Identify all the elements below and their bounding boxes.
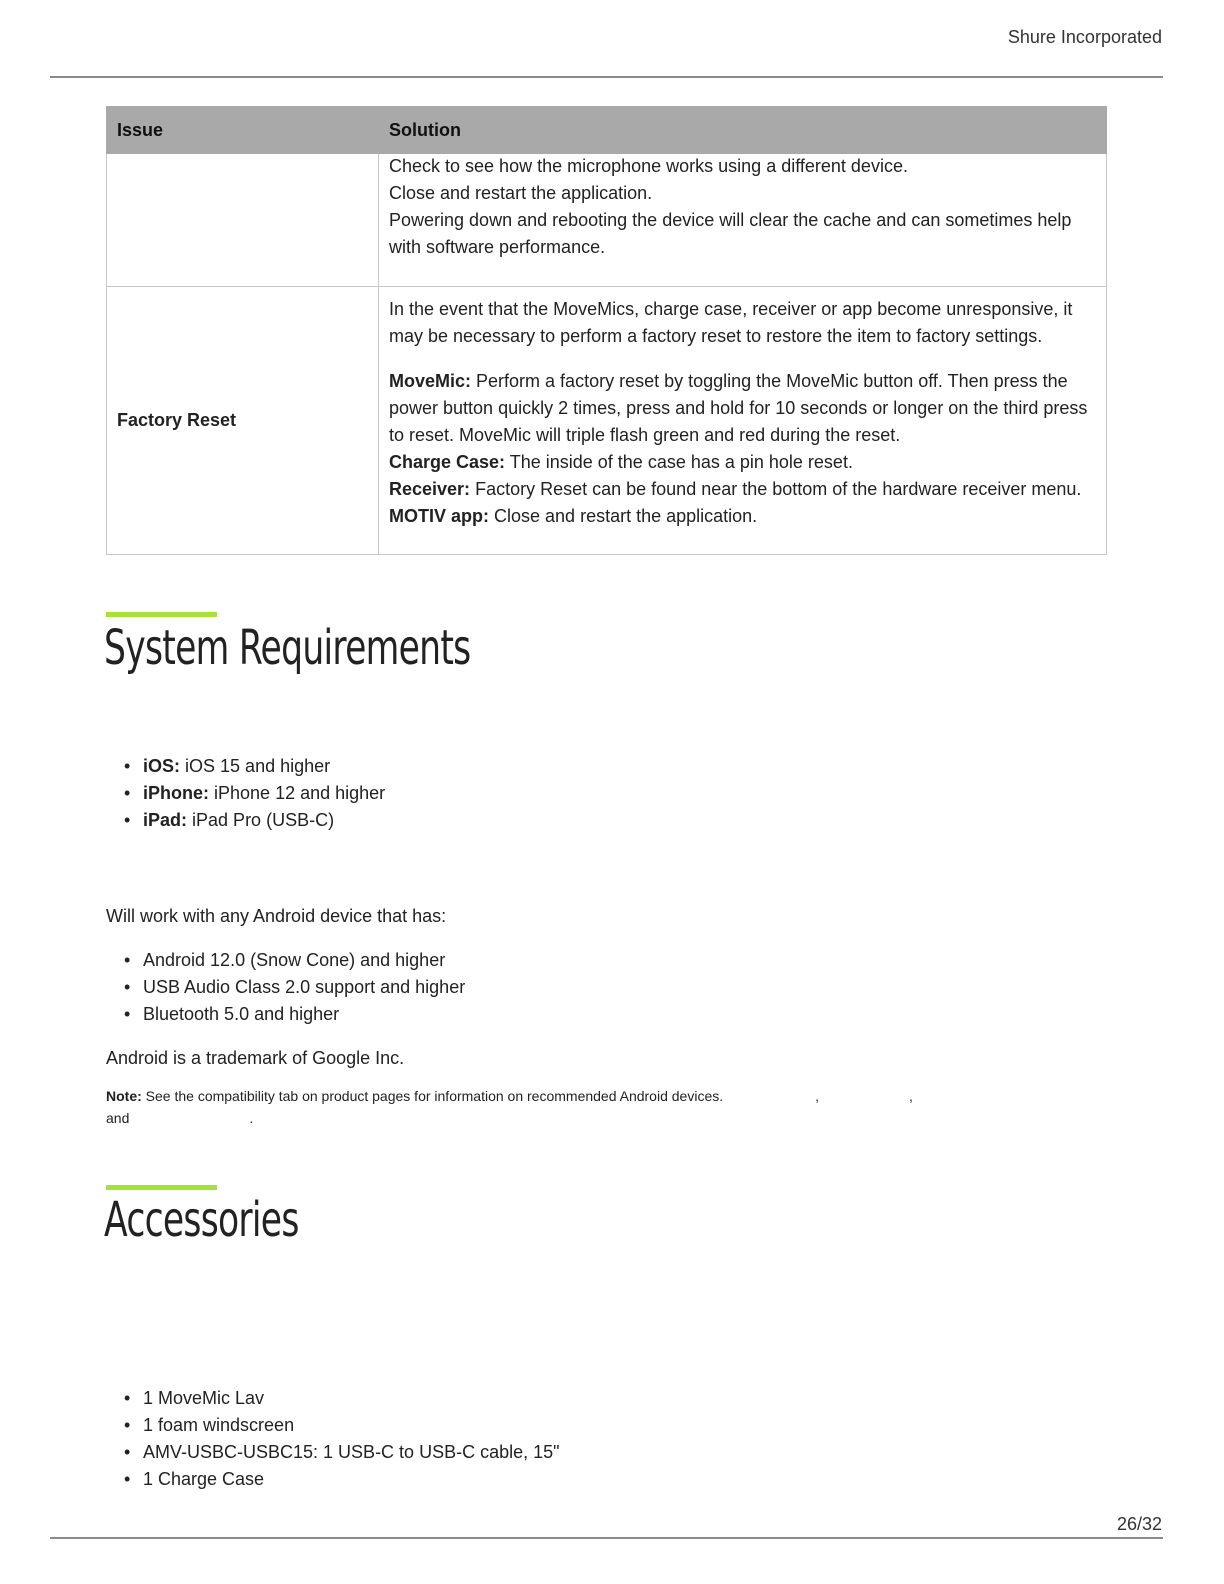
accessories-accent-bar	[106, 1185, 217, 1190]
list-item: • AMV-USBC-USBC15: 1 USB-C to USB-C cable, 15"	[106, 1439, 560, 1466]
item-text: Perform a factory reset by toggling the MoveMic button off. Then press the power button quickly 2 times, press and hold for 10 seconds or longer on the third press to reset. MoveMic will triple flash green and red during the reset.	[389, 371, 1088, 445]
list-item: • 1 foam windscreen	[106, 1412, 560, 1439]
item-label: Charge Case:	[389, 452, 506, 472]
factory-reset-item-motiv-app	[389, 503, 1096, 530]
item-text: Factory Reset can be found near the bottom of the hardware receiver menu.	[475, 479, 1082, 499]
note-text: See the compatibility tab on product pages for information on recommended Android devices.	[145, 1088, 724, 1104]
compatibility-note	[106, 1085, 966, 1129]
list-item	[106, 780, 385, 807]
note-label: Note:	[106, 1088, 142, 1104]
solution-line: Close and restart the application.	[389, 183, 653, 203]
table-row-continued	[107, 154, 1107, 287]
issue-cell-factory-reset: Factory Reset	[107, 287, 379, 555]
table-row-factory-reset	[107, 287, 1107, 555]
system-requirements-accent-bar	[106, 612, 217, 617]
item-text: iPad Pro (USB-C)	[192, 810, 335, 830]
accessories-heading: Accessories	[104, 1192, 299, 1248]
note-period: .	[249, 1110, 254, 1126]
apple-requirements-list	[106, 753, 385, 834]
header-company-name: Shure Incorporated	[1007, 27, 1162, 47]
item-text: Close and restart the application.	[494, 506, 758, 526]
column-header-solution: Solution	[379, 107, 1107, 154]
item-label: MOTIV app:	[389, 506, 489, 526]
factory-reset-item-movemic	[389, 368, 1096, 449]
item-text: The inside of the case has a pin hole reset.	[509, 452, 853, 472]
list-item: • Android 12.0 (Snow Cone) and higher	[106, 947, 465, 974]
item-label: iPhone:	[143, 783, 209, 803]
item-label: iPad:	[143, 810, 188, 830]
note-comma: ,	[815, 1088, 820, 1104]
accessories-list	[106, 1385, 560, 1493]
list-item: • 1 MoveMic Lav	[106, 1385, 560, 1412]
table-header-row	[107, 107, 1107, 154]
list-item: • Bluetooth 5.0 and higher	[106, 1001, 465, 1028]
solution-line: Check to see how the microphone works using a different device.	[389, 156, 908, 176]
item-text: iPhone 12 and higher	[214, 783, 386, 803]
header-divider	[50, 76, 1163, 78]
list-item	[106, 753, 385, 780]
item-label: Receiver:	[389, 479, 471, 499]
factory-reset-intro: In the event that the MoveMics, charge case, receiver or app become unresponsive, it may be necessary to perform a factory reset to restore the item to factory settings.	[389, 299, 1073, 346]
list-item: • 1 Charge Case	[106, 1466, 560, 1493]
footer-divider	[50, 1537, 1163, 1539]
page-number: 26/32	[1116, 1514, 1162, 1534]
item-text: iOS 15 and higher	[185, 756, 331, 776]
column-header-issue: Issue	[107, 107, 379, 154]
note-comma: ,	[909, 1088, 913, 1104]
troubleshooting-table	[106, 106, 1107, 555]
factory-reset-item-receiver	[389, 476, 1096, 503]
android-intro: Will work with any Android device that has:	[106, 906, 447, 926]
list-item: • USB Audio Class 2.0 support and higher	[106, 974, 465, 1001]
solution-cell-factory-reset	[379, 287, 1107, 555]
issue-cell-empty	[107, 154, 379, 287]
solution-cell-continued	[379, 154, 1107, 287]
system-requirements-heading: System Requirements	[104, 620, 471, 676]
factory-reset-item-charge-case	[389, 449, 1096, 476]
list-item	[106, 807, 385, 834]
item-label: iOS:	[143, 756, 181, 776]
android-requirements-list	[106, 947, 465, 1028]
note-and: and	[106, 1110, 130, 1126]
android-trademark: Android is a trademark of Google Inc.	[106, 1048, 405, 1068]
solution-line: Powering down and rebooting the device will clear the cache and can sometimes help with software performance.	[389, 210, 1072, 257]
item-label: MoveMic:	[389, 371, 472, 391]
